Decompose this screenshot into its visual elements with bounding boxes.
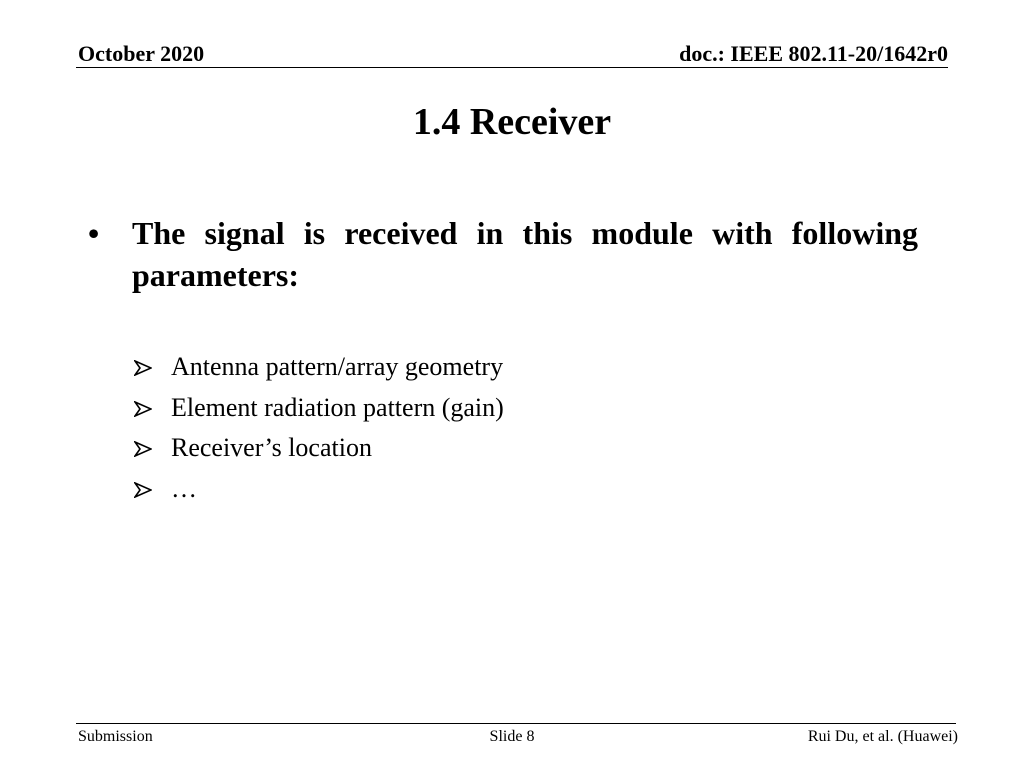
- sub-bullet-text: Receiver’s location: [171, 433, 372, 462]
- footer-authors: Rui Du, et al. (Huawei): [807, 728, 958, 745]
- slide-title: 1.4 Receiver: [412, 101, 612, 143]
- header-doc-id: doc.: IEEE 802.11-20/1642r0: [679, 41, 948, 66]
- header-divider: [76, 67, 948, 68]
- sub-bullet-list: [132, 347, 832, 509]
- footer-submission: Submission: [78, 728, 153, 745]
- sub-bullet-text: Element radiation pattern (gain): [171, 392, 504, 422]
- arrowhead-bullet-icon: [134, 441, 152, 457]
- arrowhead-bullet-icon: [134, 482, 152, 498]
- arrowhead-bullet-icon: [134, 360, 152, 376]
- main-bullet: [88, 212, 918, 296]
- main-bullet-text: The signal is received in this module with following parameters:: [132, 215, 918, 293]
- sub-bullet-item: [132, 347, 832, 388]
- sub-bullet-item: [132, 469, 832, 510]
- header-date: October 2020: [78, 41, 205, 66]
- arrowhead-bullet-icon: [134, 401, 152, 417]
- sub-bullet-item: [132, 428, 832, 469]
- sub-bullet-text: …: [171, 473, 197, 503]
- sub-bullet-item: [132, 388, 832, 429]
- footer-divider: [76, 723, 956, 724]
- sub-bullet-text: Antenna pattern/array geometry: [171, 352, 504, 381]
- bullet-dot-icon: •: [88, 215, 100, 251]
- footer-slide-number: Slide 8: [489, 728, 535, 745]
